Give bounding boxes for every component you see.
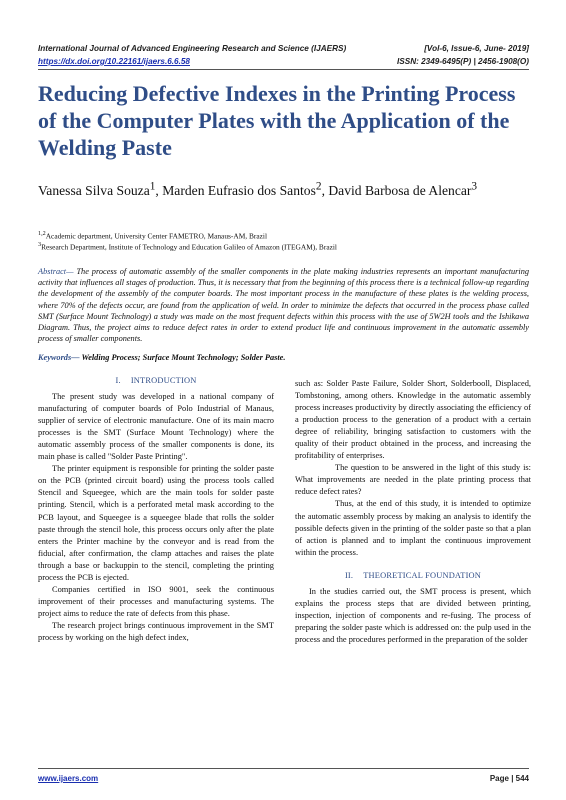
keywords-label: Keywords <box>38 353 72 362</box>
footer-site-wrap <box>38 774 98 783</box>
left-column <box>38 371 274 644</box>
section-heading-introduction: I. INTRODUCTION <box>115 376 197 385</box>
journal-site-link[interactable]: www.ijaers.com <box>38 774 99 783</box>
abstract: Abstract— The process of automatic assembly of the smaller components in the plate making industries represents an important manufacturing activity that influences all stages of production. Thus, it is necessary that from the beginning of this process there is a technical follow-up regarding the development of the assembly of the computer boards. The most important process in the manufacture of these plates is the welding process, where 70% of the defects occur, are found from the application of weld. In order to minimize the defects that occurred in the process phase called SMT (Surface Mount Technology) a study was made on the most frequent defects within this process with the use of 5W2H tools and the Ishikawa Diagram. Thus, the project aims to reduce defect rates in order to extend product life and continuous improvement in the automatic assembly process of smaller components. <box>38 267 529 344</box>
right-column <box>295 378 531 646</box>
paragraph: The present study was developed in a national company of manufacturing of computer boards of Polo Industrial of Manaus, supplier of service of electronic manufacture. One of its main macro processes is the SMT (Surface Mount Technology) where the automatic assembly process of the smaller components is done, its main phase is called "Solder Paste Printing". <box>38 392 274 462</box>
header-rule <box>38 69 529 70</box>
paragraph: The question to be answered in the light of this study is: What improvements are needed in the plate printing process that reduce defect rates? <box>295 463 531 497</box>
footer-rule <box>38 768 529 769</box>
paragraph: such as: Solder Paste Failure, Solder Short, Solderbooll, Displaced, Tombstoning, among others. Knowledge in the automatic assembly process increases productivity by directly associating the efficiency of a production process to the generation of a product with a certain degree of reliability, bringing satisfaction to customers with the quality of their product obtained in the process, and increasing the profitability of enterprises. <box>295 379 531 461</box>
paragraph: Thus, at the end of this study, it is intended to optimize the automatic assembly process by making an analysis to identify the possible defects given in the printing of the solder paste so that a plan of action is planned and to implant the continuous improvement within the process. <box>295 499 531 557</box>
keywords: Keywords— Welding Process; Surface Mount Technology; Solder Paste. <box>38 353 286 362</box>
paragraph: In the studies carried out, the SMT process is present, which explains the process steps that are divided between printing, inspection, injection of components and re-fusing. The process of preparing the solder paste which is addressed on: the pulp used in the process and the procedures performed in the preparation of the solder <box>295 586 531 644</box>
author-list <box>38 178 533 199</box>
keywords-text: Welding Process; Surface Mount Technology; Solder Paste. <box>81 353 286 362</box>
author-2: Marden Eufrasio dos Santos$^2$, <box>162 180 329 198</box>
volume-info: [Vol-6, Issue-6, June- 2019] <box>424 44 529 53</box>
journal-name: International Journal of Advanced Engineering Research and Science (IJAERS) <box>38 44 347 53</box>
paragraph: The research project brings continuous improvement in the SMT process by working on the high defect index, <box>38 620 274 642</box>
paragraph: The printer equipment is responsible for printing the solder paste on the PCB (printed circuit board) using the process tools called Stencil and Squeegee, which are the main tools for solder paste printing. Stencil, which is a perforated metal mask according to the PCB layout, and Squeegee is a squeegee blade that rolls the solder paste through the stencil hole, this process occurs only after the plate enters the Printer machine by the conveyor and is read from the fiducial, after confirmation, the clamp attaches and raises the plate through a base or backuppin to the stencil, completing the printing process the PCB is ejected. <box>38 464 274 582</box>
paper-title: Reducing Defective Indexes in the Printing Process of the Computer Plates with the Application of the Welding Paste <box>38 81 516 160</box>
affiliation-1: $^{1,2}$Academic department, University Center FAMETRO, Manaus-AM, Brazil <box>38 231 268 241</box>
page-number: Page | 544 <box>489 774 529 783</box>
paragraph: Companies certified in ISO 9001, seek the continuous improvement of their processes and manufacturing systems. The project aims to reduce the rate of defects from this phase. <box>38 584 274 618</box>
doi-link[interactable]: https://dx.doi.org/10.22161/ijaers.6.6.58 <box>38 57 190 66</box>
section-heading-theoretical-foundation: II. THEORETICAL FOUNDATION <box>344 570 482 580</box>
abstract-label: Abstract <box>38 267 67 276</box>
affiliation-2: $^3$Research Department, Institute of Technology and Education Galileo of Amazon (ITEGAM), Brazil <box>38 242 337 252</box>
abstract-text: The process of automatic assembly of the smaller components in the plate making industries represents an important manufacturing activity that influences all stages of production. Thus, it is necessary that from the beginning of this process there is a technical follow-up regarding the development of the assembly of the computer boards. The most important process in the manufacture of these plates is the welding process, where 70% of the defects occur, are found from the application of weld. In order to minimize the defects that occurred in the process phase called SMT (Surface Mount Technology) a study was made on the most frequent defects within this process with the use of 5W2H tools and the Ishikawa Diagram. Thus, the project aims to reduce defect rates in order to extend product life and continuous improvement in the automatic assembly process of smaller components. <box>38 267 529 344</box>
author-3: David Barbosa de Alencar$^3$ <box>328 180 478 198</box>
issn: ISSN: 2349-6495(P) | 2456-1908(O) <box>397 57 529 66</box>
author-1: Vanessa Silva Souza$^1$, <box>38 180 163 198</box>
doi-link-wrap <box>38 57 190 66</box>
